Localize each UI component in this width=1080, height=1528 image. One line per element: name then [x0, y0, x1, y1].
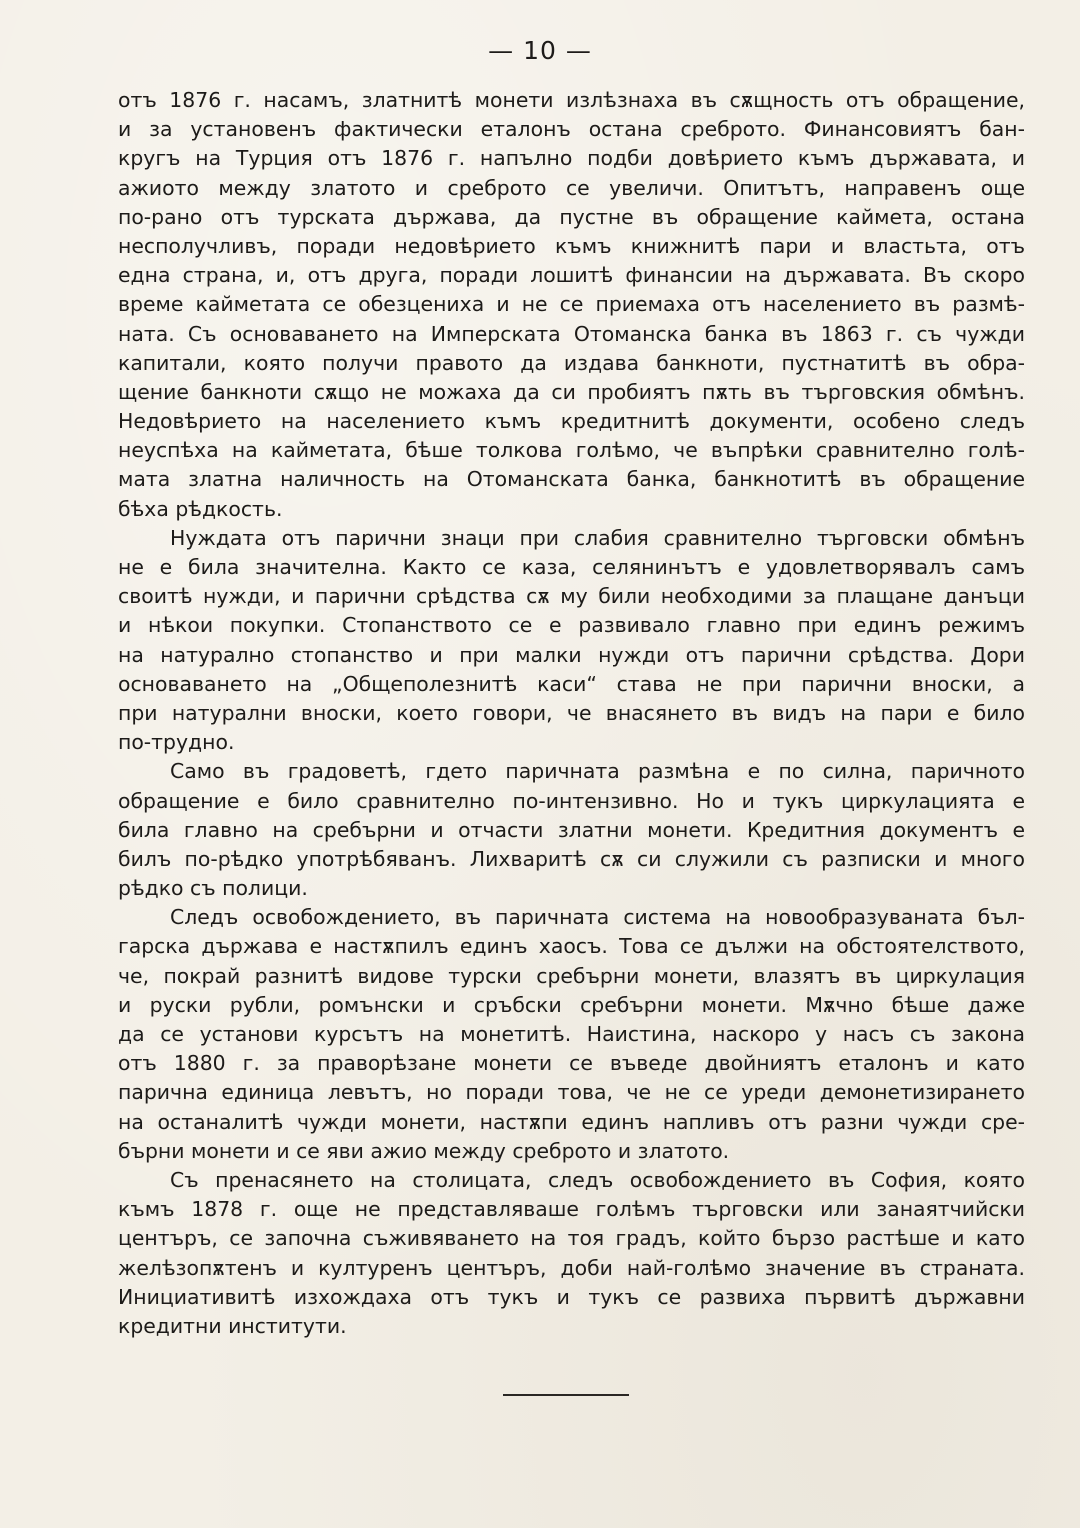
text-line: Нуждата отъ парични знаци при слабия сравнително търговски обмѣнъ	[170, 525, 1025, 550]
text-line: Съ пренасянето на столицата, следъ освобождението въ София, която	[170, 1167, 1025, 1192]
text-line: на натурално стопанство и при малки нужди отъ парични срѣдства. Дори	[118, 642, 1025, 667]
text-line: и нѣкои покупки. Стопанството се е развивало главно при единъ режимъ	[118, 613, 1025, 638]
text-line: по-трудно.	[118, 730, 235, 755]
text-line: отъ 1876 г. насамъ, златнитѣ монети излѣзнаха въ сѫщность отъ обращение,	[118, 88, 1025, 112]
page-number: — 10 —	[488, 36, 592, 65]
end-rule	[503, 1394, 629, 1396]
text-line: била главно на сребърни и отчасти златни монети. Кредитния документъ е	[118, 817, 1025, 842]
text-line: бѣха рѣдкость.	[118, 496, 283, 521]
text-line: една страна, и, отъ друга, поради лошитѣ финансии на държавата. Въ скоро	[118, 263, 1025, 288]
text-line: Само въ градоветѣ, гдето паричната размѣна е по силна, паричното	[170, 759, 1025, 784]
text-line: ажиото между златото и среброто се увеличи. Опитътъ, направенъ още	[118, 175, 1025, 200]
text-line: парична единица левътъ, но поради това, че не се уреди демонетизирането	[118, 1080, 1025, 1105]
text-line: и руски рубли, ромънски и сръбски сребърни монети. Мѫчно бѣше даже	[118, 992, 1025, 1017]
text-line: своитѣ нужди, и парични срѣдства сѫ му били необходими за плащане данъци	[118, 584, 1025, 609]
text-line: Инициативитѣ изхождаха отъ тукъ и тукъ се развиха първитѣ държавни	[118, 1284, 1025, 1309]
text-line: кредитни институти.	[118, 1313, 347, 1338]
text-line: рѣдко съ полици.	[118, 876, 308, 901]
text-line: обращение е било сравнително по-интензивно. Но и тукъ циркулацията е	[118, 788, 1025, 813]
text-line: центъръ, се започна съживяването на тоя градъ, който бързо растѣше и като	[118, 1226, 1025, 1251]
text-line: неуспѣха на кайметата, бѣше толкова голѣмо, че въпрѣки сравнително голѣ-	[118, 438, 1025, 463]
text-line: къмъ 1878 г. още не представляваше голѣмъ търговски или занаятчийски	[118, 1197, 1025, 1222]
text-line: по-рано отъ турската държава, да пустне въ обращение каймета, остана	[118, 204, 1025, 229]
text-line: отъ 1880 г. за праворѣзане монети се въведе двойниятъ еталонъ и като	[118, 1051, 1025, 1076]
text-line: бърни монети и се яви ажио между среброто и златото.	[118, 1138, 730, 1163]
text-line: и за установенъ фактически еталонъ остана среброто. Финансовиятъ бан-	[118, 117, 1025, 142]
text-line: ната. Съ основаването на Имперската Отоманска банка въ 1863 г. съ чужди	[118, 321, 1025, 346]
text-line: кругъ на Турция отъ 1876 г. напълно подби довѣрието къмъ държавата, и	[118, 146, 1025, 171]
text-line: не е била значителна. Както се каза, селянинътъ е удовлетворявалъ самъ	[118, 555, 1025, 579]
body-text	[118, 86, 1025, 1341]
text-line: че, покрай разнитѣ видове турски сребърни монети, влазятъ въ циркулация	[118, 963, 1025, 988]
text-line: капитали, която получи правото да издава банкноти, пустнатитѣ въ обра-	[118, 350, 1025, 375]
text-line: при натурални вноски, което говори, че внасянето въ видъ на пари е било	[118, 700, 1025, 725]
text-line: Недовѣрието на населението къмъ кредитнитѣ документи, особено следъ	[118, 409, 1025, 434]
text-line: Следъ освобождението, въ паричната система на новообразуваната бъл-	[170, 905, 1025, 930]
text-line: желѣзопѫтенъ и културенъ центъръ, доби най-голѣмо значение въ страната.	[118, 1255, 1025, 1280]
text-line: несполучливъ, поради недовѣрието къмъ книжнитѣ пари и властьта, отъ	[118, 233, 1025, 258]
text-line: да се установи курсътъ на монетитѣ. Наистина, наскоро у насъ съ закона	[118, 1022, 1025, 1046]
text-line: на останалитѣ чужди монети, настѫпи единъ напливъ отъ разни чужди сре-	[118, 1109, 1025, 1134]
text-line: време кайметата се обезцениха и не се приемаха отъ населението въ размѣ-	[118, 292, 1025, 317]
text-line: гарска държава е настѫпилъ единъ хаосъ. Това се дължи на обстоятелството,	[118, 934, 1025, 959]
text-line: основаването на „Общеполезнитѣ каси“ става не при парични вноски, а	[118, 671, 1025, 696]
text-line: мата златна наличность на Отоманската банка, банкнотитѣ въ обращение	[118, 467, 1025, 492]
text-line: билъ по-рѣдко употрѣбяванъ. Лихваритѣ сѫ си служили съ разписки и много	[118, 846, 1025, 871]
text-line: щение банкноти сѫщо не можаха да си пробиятъ пѫть въ търговския обмѣнъ.	[118, 379, 1025, 404]
